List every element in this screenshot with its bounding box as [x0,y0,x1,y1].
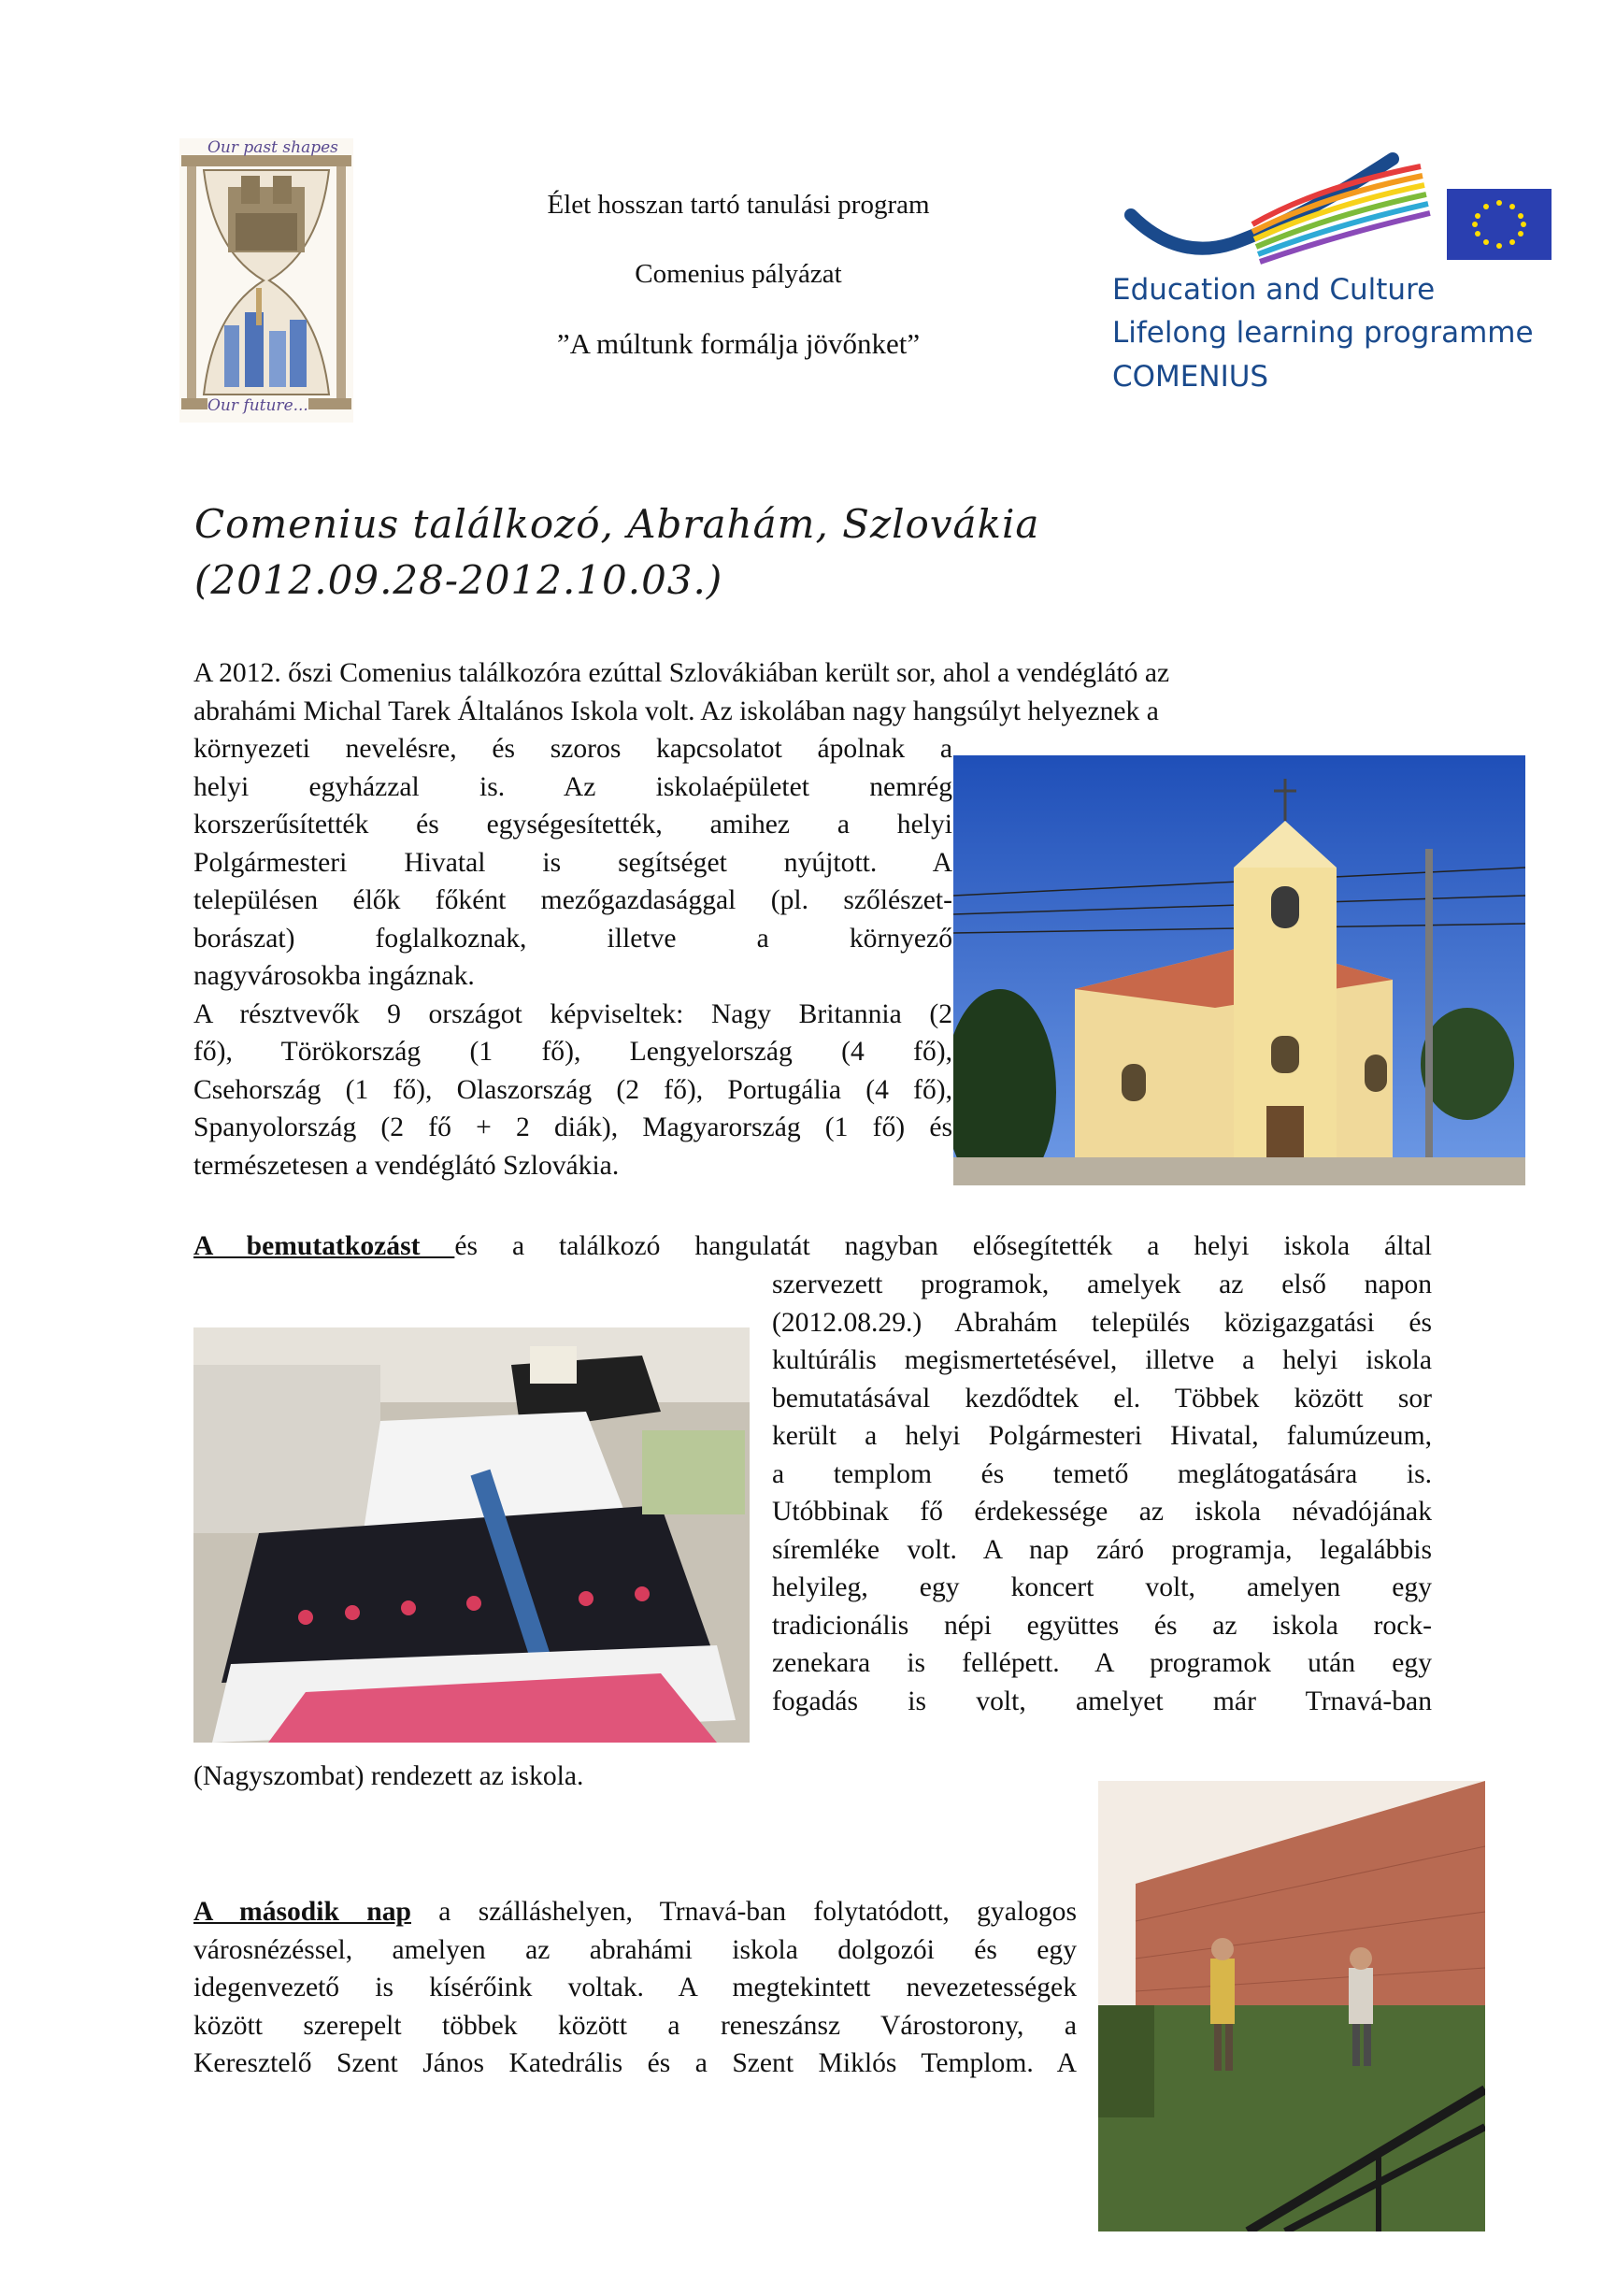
text-line: idegenvezető is kísérőink voltak. A megtekintett nevezetességek [193,1973,1077,2002]
lifelong-learning-logo [1112,150,1561,402]
section2-heading: A bemutatkozást [193,1231,455,1261]
text-line: bemutatásával kezdődtek el. Többek között sor [772,1383,1432,1413]
text-line: fogadás is volt, amelyet már Trnavá-ban [772,1686,1432,1716]
section1-wrapped-text [193,730,952,1184]
text-line: között szerepelt többek között a reneszánsz Várostorony, a [193,2010,1077,2041]
text-line: településen élők főként mezőgazdasággal (pl. szőlészet- [193,885,952,915]
folk-costume-photo [193,1327,750,1743]
section3-heading: A második nap [193,1897,411,1927]
text-line: természetesen a vendéglátó Szlovákia. [193,1150,620,1181]
trnava-wall-photo [1098,1781,1485,2231]
text-line: Utóbbinak fő érdekessége az iskola névadójának [772,1497,1432,1527]
text-line: Polgármesteri Hivatal is segítséget nyújtott. A [193,847,952,878]
text-line: helyileg, egy koncert volt, amelyen egy [772,1572,1432,1602]
section2-wrapped-text [772,1266,1432,1720]
text-line: abrahámi Michal Tarek Általános Iskola volt. Az iskolában nagy hangsúlyt helyeznek a [193,696,1159,726]
text-line: helyi egyházzal is. Az iskolaépületet nemrég [193,771,952,802]
our-past-shapes-logo [179,138,353,423]
section2-last-line: (Nagyszombat) rendezett az iskola. [193,1761,584,1791]
text-line: tradicionális népi együttes és az iskola rock- [772,1610,1432,1641]
eu-flag-icon [1447,189,1552,260]
lll-swoosh-graphic [1112,150,1561,271]
lll-line1: Education and Culture [1112,273,1436,307]
lll-line3: COMENIUS [1112,360,1269,394]
church-photo [953,755,1525,1185]
folk-costume-illustration [193,1327,750,1743]
section2-first-line-text: és a találkozó hangulatát nagyban elősegítették a helyi iskola által [454,1231,1432,1261]
section3-first-line-text: a szálláshelyen, Trnavá-ban folytatódott, gyalogos [410,1897,1077,1927]
program-line: Élet hosszan tartó tanulási program [547,190,930,220]
text-line: Spanyolország (2 fő + 2 diák), Magyarország (1 fő) és [193,1112,952,1142]
text-line: a templom és temető meglátogatására is. [772,1458,1432,1489]
text-line: környezeti nevelésre, és szoros kapcsolatot ápolnak a [193,734,952,764]
project-line: Comenius pályázat [635,259,842,289]
text-line: zenekara is fellépett. A programok után egy [772,1648,1432,1678]
text-line: A résztvevők 9 országot képviseltek: Nagy Britannia (2 [193,998,952,1029]
text-line: korszerűsítették és egységesítették, amihez a helyi [193,810,952,839]
text-line: síremléke volt. A nap záró programja, legalábbis [772,1534,1432,1565]
logo-top-text: Our past shapes [207,138,338,157]
text-line: fő), Törökország (1 fő), Lengyelország (4 fő), [193,1037,952,1067]
text-line: került a helyi Polgármesteri Hivatal, falumúzeum, [772,1421,1432,1451]
section2-first-line [193,1227,1432,1266]
text-line: borászat) foglalkoznak, illetve a környező [193,923,952,954]
text-line: kultúrális megismertetésével, illetve a helyi iskola [772,1345,1432,1375]
church-illustration [953,755,1525,1185]
article-title-line2: (2012.09.28-2012.10.03.) [194,557,723,603]
motto-line: ”A múltunk formálja jövőnket” [556,327,921,360]
text-line: nagyvárosokba ingáznak. [193,961,475,991]
city-wall-illustration [1098,1781,1485,2231]
hourglass-logo-graphic [179,138,353,423]
section3-text [193,1893,1077,2083]
section3-first-line [193,1893,1077,1931]
text-line: A 2012. őszi Comenius találkozóra ezúttal Szlovákiában került sor, ahol a vendéglátó az [193,658,1170,688]
logo-bottom-text: Our future... [207,396,308,415]
text-line: (2012.08.29.) Abrahám település közigazgatási és [772,1307,1432,1338]
text-line: szervezett programok, amelyek az első napon [772,1270,1432,1299]
article-title-line1: Comenius találkozó, Abrahám, Szlovákia [194,501,1040,547]
section1-intro-full-width [193,654,1432,730]
lll-line2: Lifelong learning programme [1112,316,1534,350]
text-line: városnézéssel, amelyen az abrahámi iskola dolgozói és egy [193,1934,1077,1965]
text-line: Csehország (1 fő), Olaszország (2 fő), Portugália (4 fő), [193,1074,952,1105]
text-line: Keresztelő Szent János Katedrális és a Szent Miklós Templom. A [193,2048,1077,2078]
